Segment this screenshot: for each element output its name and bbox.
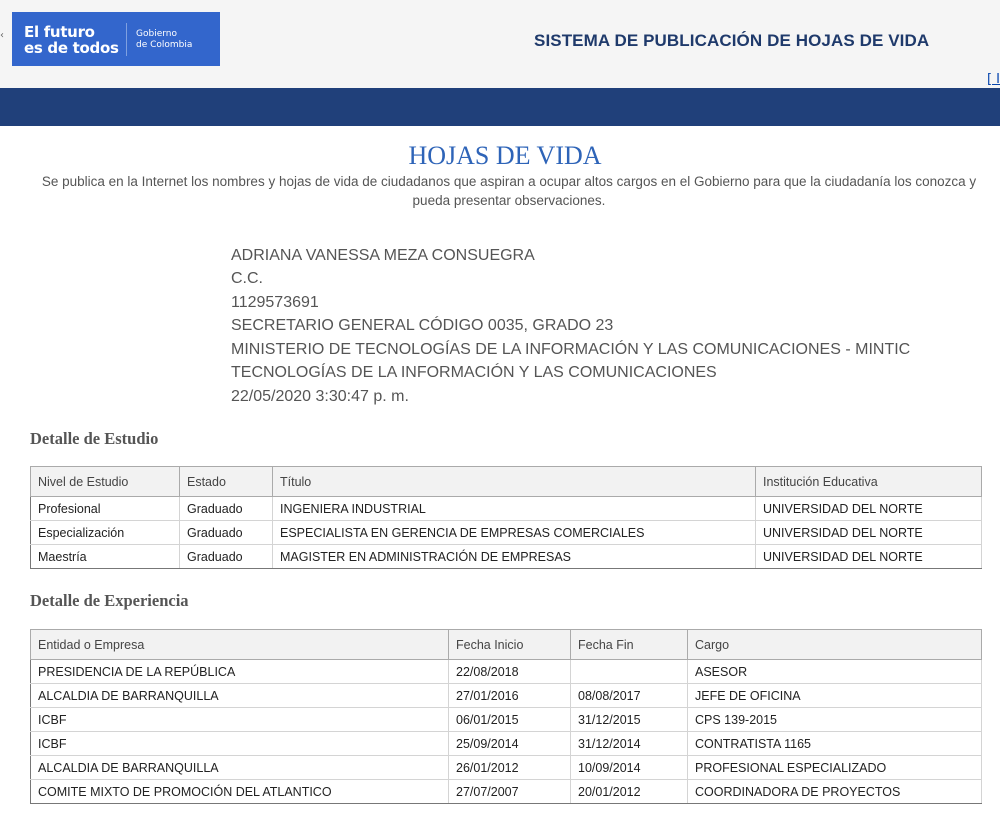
- table-cell: 25/09/2014: [449, 732, 571, 756]
- logo-gov-line1: Gobierno: [136, 29, 177, 39]
- table-cell: 31/12/2014: [571, 732, 688, 756]
- col-header: Título: [273, 467, 756, 497]
- table-row: [31, 545, 982, 569]
- table-cell: ESPECIALISTA EN GERENCIA DE EMPRESAS COMERCIALES: [273, 521, 756, 545]
- table-cell: PRESIDENCIA DE LA REPÚBLICA: [31, 660, 449, 684]
- logo-government: [136, 29, 192, 51]
- estudio-section-title: Detalle de Estudio: [30, 429, 159, 448]
- table-cell: 31/12/2015: [571, 708, 688, 732]
- table-row: [31, 780, 982, 804]
- table-cell: [571, 660, 688, 684]
- col-header: Cargo: [688, 630, 982, 660]
- table-header-row: [31, 630, 982, 660]
- table-row: [31, 660, 982, 684]
- table-cell: COORDINADORA DE PROYECTOS: [688, 780, 982, 804]
- table-cell: 26/01/2012: [449, 756, 571, 780]
- table-cell: Graduado: [180, 521, 273, 545]
- table-cell: INGENIERA INDUSTRIAL: [273, 497, 756, 521]
- table-cell: Graduado: [180, 545, 273, 569]
- left-edge-mark: ‹: [0, 30, 4, 41]
- field-value: MINISTERIO DE TECNOLOGÍAS DE LA INFORMACIÓN Y LAS COMUNICACIONES - MINTIC: [231, 341, 911, 358]
- table-row: [31, 521, 982, 545]
- estudio-table: [30, 466, 982, 569]
- table-cell: 06/01/2015: [449, 708, 571, 732]
- table-row: [31, 497, 982, 521]
- col-header: Fecha Fin: [571, 630, 688, 660]
- logo-gov-line2: de Colombia: [136, 40, 193, 50]
- table-row: [31, 708, 982, 732]
- table-cell: 10/09/2014: [571, 756, 688, 780]
- table-cell: Especialización: [31, 521, 180, 545]
- table-cell: 27/01/2016: [449, 684, 571, 708]
- field-value: 1129573691: [231, 294, 319, 311]
- col-header: Estado: [180, 467, 273, 497]
- table-cell: PROFESIONAL ESPECIALIZADO: [688, 756, 982, 780]
- field-value: ADRIANA VANESSA MEZA CONSUEGRA: [231, 247, 535, 264]
- table-cell: ICBF: [31, 732, 449, 756]
- experiencia-section-title: Detalle de Experiencia: [30, 591, 189, 610]
- table-cell: CONTRATISTA 1165: [688, 732, 982, 756]
- table-row: [31, 684, 982, 708]
- table-cell: JEFE DE OFICINA: [688, 684, 982, 708]
- field-value: SECRETARIO GENERAL CÓDIGO 0035, GRADO 23: [231, 317, 614, 334]
- field-value: TECNOLOGÍAS DE LA INFORMACIÓN Y LAS COMUNICACIONES: [231, 364, 717, 381]
- table-cell: MAGISTER EN ADMINISTRACIÓN DE EMPRESAS: [273, 545, 756, 569]
- col-header: Fecha Inicio: [449, 630, 571, 660]
- table-cell: UNIVERSIDAD DEL NORTE: [756, 545, 982, 569]
- logo-slogan-line1: El futuro: [24, 23, 95, 41]
- logo-divider: [126, 23, 127, 56]
- table-cell: 20/01/2012: [571, 780, 688, 804]
- table-cell: Profesional: [31, 497, 180, 521]
- experiencia-table: [30, 629, 982, 804]
- table-cell: ALCALDIA DE BARRANQUILLA: [31, 684, 449, 708]
- nav-band: [0, 88, 1000, 126]
- table-cell: Graduado: [180, 497, 273, 521]
- system-title: SISTEMA DE PUBLICACIÓN DE HOJAS DE VIDA: [534, 31, 930, 50]
- logo-slogan-line2: es de todos: [24, 39, 119, 57]
- table-cell: UNIVERSIDAD DEL NORTE: [756, 497, 982, 521]
- table-cell: COMITE MIXTO DE PROMOCIÓN DEL ATLANTICO: [31, 780, 449, 804]
- col-header: Entidad o Empresa: [31, 630, 449, 660]
- table-cell: ALCALDIA DE BARRANQUILLA: [31, 756, 449, 780]
- table-cell: 22/08/2018: [449, 660, 571, 684]
- top-header: [0, 0, 1000, 88]
- logo-slogan: [24, 24, 119, 56]
- table-cell: ASESOR: [688, 660, 982, 684]
- field-value: 22/05/2020 3:30:47 p. m.: [231, 388, 409, 405]
- table-row: [31, 732, 982, 756]
- intro-text: Se publica en la Internet los nombres y hojas de vida de ciudadanos que aspiran a ocupar altos cargos en el Gobierno para que la ciudadanía los conozca y pueda presentar observaciones.: [41, 174, 977, 208]
- gov-logo[interactable]: [12, 12, 220, 66]
- table-cell: 08/08/2017: [571, 684, 688, 708]
- table-cell: Maestría: [31, 545, 180, 569]
- table-row: [31, 756, 982, 780]
- field-value: C.C.: [231, 270, 263, 287]
- page-title: HOJAS DE VIDA: [408, 141, 602, 170]
- corner-link[interactable]: [ I: [986, 72, 1000, 87]
- table-cell: UNIVERSIDAD DEL NORTE: [756, 521, 982, 545]
- table-cell: CPS 139-2015: [688, 708, 982, 732]
- col-header: Nivel de Estudio: [31, 467, 180, 497]
- table-cell: ICBF: [31, 708, 449, 732]
- table-cell: 27/07/2007: [449, 780, 571, 804]
- col-header: Institución Educativa: [756, 467, 982, 497]
- table-header-row: [31, 467, 982, 497]
